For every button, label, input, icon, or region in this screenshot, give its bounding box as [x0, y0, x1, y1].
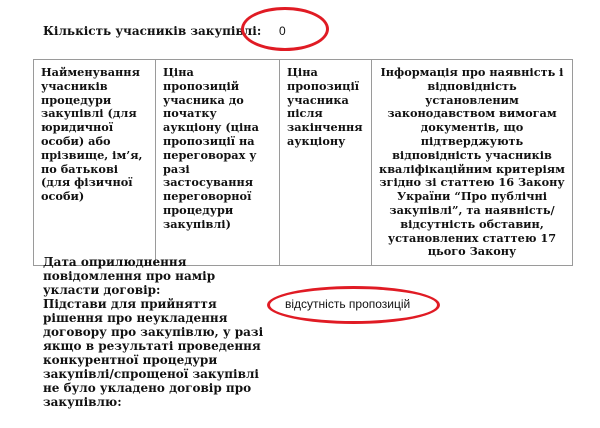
header-price-before-auction: Ціна пропозицій учасника до початку аукціону (ціна пропозиції на переговорах у разі застосування переговорної процедури закупівлі): [156, 60, 280, 266]
header-participant-name: Найменування учасників процедури закупівлі (для юридичної особи) або прізвище, ім’я, по батькові (для фізичної особи): [34, 60, 156, 266]
participants-value: 0: [279, 24, 286, 38]
non-conclusion-highlight-ellipse: [267, 286, 440, 324]
contract-notice-label: Дата оприлюднення повідомлення про намір укласти договір:: [43, 255, 216, 297]
participants-table: [33, 59, 573, 266]
table-header-row: [34, 60, 573, 266]
non-conclusion-value: відсутність пропозицій: [285, 297, 411, 311]
header-qualification-info: Інформація про наявність і відповідність установленим законодавством вимогам документів, що підтверджують відповідність учасників кваліфікаційним критеріям згідно зі статтею 16 Закону України “Про публічні закупівлі”, та наявність/відсутність обставин, установлених статтею 17 цього Закону: [372, 60, 573, 266]
non-conclusion-label: Підстави для прийняття рішення про неукладення договору про закупівлю, у разі якщо в результаті проведення конкурентної процедури закупівлі/спрощеної закупівлі не було укладено договір про закупівлю:: [43, 297, 264, 409]
participants-label: Кількість учасників закупівлі:: [43, 24, 262, 38]
header-price-after-auction: Ціна пропозиції учасника після закінчення аукціону: [280, 60, 372, 266]
participants-highlight-ellipse: [241, 7, 329, 51]
